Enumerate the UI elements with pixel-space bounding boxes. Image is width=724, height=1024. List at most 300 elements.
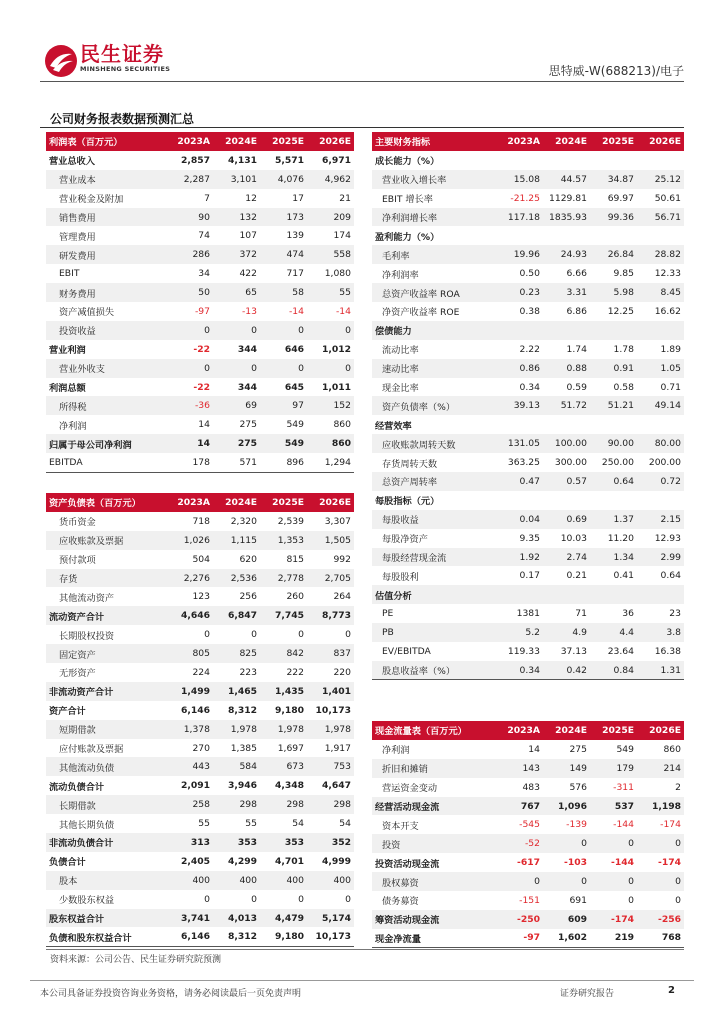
- cell-value: -250: [496, 910, 543, 929]
- cell-value: 8,312: [213, 927, 260, 946]
- table-row: [372, 548, 684, 567]
- cell-value: 1381: [516, 608, 540, 620]
- cell-value: 0.34: [496, 661, 543, 680]
- table-header-row: [46, 132, 354, 151]
- cell-value: [590, 491, 637, 510]
- table-row: [46, 720, 354, 739]
- income-statement-table: [46, 132, 354, 473]
- table-row: [372, 759, 684, 778]
- table-row: [372, 453, 684, 472]
- cell-value: 1,697: [277, 742, 304, 754]
- cell-value: 805: [166, 644, 213, 663]
- cell-value: 0.57: [543, 472, 590, 491]
- table-row: [46, 264, 354, 283]
- row-label: 所得税: [46, 396, 166, 415]
- cell-value: 1,978: [260, 720, 307, 739]
- cell-value: 0: [213, 321, 260, 340]
- row-label: 利润总额: [49, 383, 86, 395]
- cell-value: 250.00: [601, 457, 634, 469]
- table-row: [46, 909, 354, 928]
- cell-value: 0: [637, 834, 684, 853]
- cell-value: 54: [292, 818, 304, 830]
- cell-value: 50: [166, 283, 213, 302]
- row-label: 经营活动现金流: [372, 797, 496, 816]
- footer-report-type: 证券研究报告: [560, 989, 615, 999]
- cell-value: 300.00: [554, 457, 587, 469]
- table-row: [46, 531, 354, 550]
- table-row: [372, 778, 684, 797]
- cell-value: 0.23: [496, 283, 543, 302]
- cell-value: 1.78: [613, 343, 634, 355]
- cell-value: 400: [166, 871, 213, 890]
- cell-value: 0: [260, 321, 307, 340]
- row-label: 总资产周转率: [372, 472, 496, 491]
- cell-value: 443: [166, 757, 213, 776]
- cell-value: 4,962: [307, 170, 354, 189]
- table-row: [372, 302, 684, 321]
- cell-value: 344: [237, 343, 257, 355]
- cell-value: 34: [198, 268, 210, 280]
- cell-value: 200.00: [648, 457, 681, 469]
- cell-value: -617: [517, 857, 540, 869]
- cell-value: 1835.93: [543, 208, 590, 227]
- source-divider: [46, 949, 684, 950]
- cell-value: 173: [260, 208, 307, 227]
- cell-value: 558: [307, 245, 354, 264]
- cell-value: [637, 415, 684, 434]
- cell-value: 4.4: [590, 623, 637, 642]
- cell-value: [496, 415, 543, 434]
- table-row: [46, 321, 354, 340]
- cell-value: 1,353: [260, 531, 307, 550]
- cell-value: [543, 321, 590, 340]
- cell-value: 0.47: [496, 472, 543, 491]
- cell-value: 0: [307, 321, 354, 340]
- table-row: [46, 739, 354, 758]
- year-header: 2025E: [590, 721, 637, 740]
- row-label: 估值分析: [372, 585, 496, 604]
- cell-value: 0: [675, 894, 681, 906]
- cell-value: 3,307: [324, 515, 351, 527]
- table-row: [372, 396, 684, 415]
- table-row: [372, 604, 684, 623]
- cell-value: -14: [288, 305, 304, 317]
- row-label: 每股指标（元）: [375, 496, 440, 508]
- cell-value: 815: [286, 553, 304, 565]
- cell-value: 4,299: [227, 855, 257, 867]
- cell-value: [543, 151, 590, 170]
- cell-value: -174: [658, 857, 681, 869]
- cell-value: 571: [213, 453, 260, 472]
- table-row: [372, 661, 684, 680]
- cell-value: 0: [590, 834, 637, 853]
- row-label: 毛利率: [372, 245, 496, 264]
- table-row: [46, 208, 354, 227]
- cell-value: 119.33: [507, 645, 540, 657]
- cell-value: 0.04: [496, 510, 543, 529]
- cell-value: 174: [333, 230, 351, 242]
- cell-value: 17: [292, 192, 304, 204]
- row-label: 财务费用: [46, 283, 166, 302]
- table-row: [46, 340, 354, 359]
- cell-value: [590, 321, 637, 340]
- cell-value: 860: [307, 434, 354, 453]
- cell-value: 353: [260, 833, 307, 852]
- row-label: 折旧和摊销: [372, 759, 496, 778]
- table-row: [372, 891, 684, 910]
- cell-value: 0.64: [660, 570, 681, 582]
- cell-value: 65: [213, 283, 260, 302]
- cell-value: [637, 321, 684, 340]
- table-title: 主要财务指标: [372, 132, 496, 151]
- footer-divider: [30, 980, 694, 981]
- row-label: 预付款项: [59, 555, 96, 567]
- cell-value: 2,320: [230, 515, 257, 527]
- cell-value: 11.20: [607, 532, 634, 544]
- row-label: 股本: [46, 871, 166, 890]
- table-row: [46, 226, 354, 245]
- row-label: 流动资产合计: [46, 606, 166, 625]
- row-label: 营业成本: [46, 170, 166, 189]
- cell-value: 0: [543, 834, 590, 853]
- row-label: 固定资产: [46, 644, 166, 663]
- cell-value: 100.00: [543, 434, 590, 453]
- year-header: 2026E: [307, 493, 354, 512]
- cell-value: 1,917: [324, 742, 351, 754]
- cell-value: 1,026: [166, 531, 213, 550]
- cell-value: 3,741: [166, 909, 213, 928]
- row-label: 应收账款周转天数: [372, 434, 496, 453]
- table-header-row: [372, 132, 684, 151]
- row-label: 货币资金: [59, 517, 96, 529]
- cell-value: 8.45: [637, 283, 684, 302]
- row-label: 无形资产: [59, 668, 96, 680]
- row-label: 现金净流量: [372, 929, 496, 948]
- row-label: 盈利能力（%）: [375, 231, 440, 243]
- table-row: [372, 566, 684, 585]
- cell-value: 222: [286, 666, 304, 678]
- cell-value: 179: [590, 759, 637, 778]
- cell-value: [543, 226, 590, 245]
- table-row: [46, 927, 354, 946]
- cell-value: 4,647: [321, 780, 351, 792]
- row-label: 营业收入增长率: [372, 170, 496, 189]
- cell-value: 55: [307, 283, 354, 302]
- row-label: 营运资金变动: [382, 783, 438, 795]
- cell-value: 0: [166, 359, 213, 378]
- cell-value: 717: [286, 268, 304, 280]
- table-row: [372, 189, 684, 208]
- cell-value: 768: [637, 929, 684, 948]
- cell-value: 275: [239, 419, 257, 431]
- cell-value: 6,146: [180, 704, 210, 716]
- row-label: 成长能力（%）: [375, 156, 440, 168]
- row-label: 资产减值损失: [59, 307, 115, 319]
- table-row: [46, 283, 354, 302]
- table-row: [372, 491, 684, 510]
- cell-value: 0: [496, 872, 543, 891]
- cell-value: 24.93: [543, 245, 590, 264]
- cell-value: -311: [613, 781, 634, 793]
- table-row: [46, 852, 354, 871]
- row-label: 筹资活动现金流: [372, 910, 496, 929]
- row-label: 其他流动负债: [46, 757, 166, 776]
- cell-value: 2,405: [180, 855, 210, 867]
- cell-value: 71: [575, 608, 587, 620]
- cell-value: 5,174: [307, 909, 354, 928]
- cell-value: -14: [335, 305, 351, 317]
- cell-value: 1.74: [566, 343, 587, 355]
- cell-value: 0.86: [496, 359, 543, 378]
- row-label: 管理费用: [59, 231, 96, 243]
- row-label: 资本开支: [382, 820, 419, 832]
- cell-value: 353: [213, 833, 260, 852]
- table-row: [46, 757, 354, 776]
- cell-value: 400: [213, 871, 260, 890]
- cell-value: 718: [192, 515, 210, 527]
- row-label: 股东权益合计: [46, 909, 166, 928]
- cell-value: 224: [192, 666, 210, 678]
- cell-value: 55: [198, 818, 210, 830]
- cell-value: 12.25: [607, 305, 634, 317]
- cell-value: 0: [213, 359, 260, 378]
- cell-value: 372: [213, 245, 260, 264]
- cell-value: -151: [519, 894, 540, 906]
- row-label: 净利润增长率: [372, 208, 496, 227]
- cell-value: -144: [613, 819, 634, 831]
- row-label: EBITDA: [46, 453, 166, 472]
- cell-value: 1,435: [260, 682, 307, 701]
- cell-value: 4,076: [260, 170, 307, 189]
- row-label: 总资产收益率 ROA: [372, 283, 496, 302]
- cell-value: 0: [628, 894, 634, 906]
- cell-value: 4.9: [543, 623, 590, 642]
- cell-value: 0: [251, 629, 257, 641]
- table-row: [46, 871, 354, 890]
- cell-value: 90: [166, 208, 213, 227]
- table-row: [372, 872, 684, 891]
- row-label: 经营效率: [375, 420, 412, 432]
- cell-value: 0: [298, 893, 304, 905]
- cell-value: 837: [307, 644, 354, 663]
- cell-value: 0: [166, 321, 213, 340]
- cell-value: 1,499: [166, 682, 213, 701]
- table-row: [372, 740, 684, 759]
- table-row: [372, 415, 684, 434]
- cell-value: 0.41: [613, 570, 634, 582]
- cell-value: 9.85: [613, 268, 634, 280]
- cell-value: 2,539: [277, 515, 304, 527]
- table-row: [46, 245, 354, 264]
- cell-value: 54: [339, 818, 351, 830]
- cell-value: -13: [241, 305, 257, 317]
- row-label: 长期股权投资: [59, 630, 115, 642]
- cell-value: 223: [239, 666, 257, 678]
- table-row: [372, 151, 684, 170]
- table-row: [46, 587, 354, 606]
- cell-value: 0: [637, 872, 684, 891]
- cell-value: 0: [345, 629, 351, 641]
- cell-value: 0: [298, 629, 304, 641]
- cell-value: 12.33: [654, 268, 681, 280]
- financial-ratios-table: [372, 132, 684, 680]
- cell-value: 1.89: [660, 343, 681, 355]
- cell-value: 99.36: [590, 208, 637, 227]
- cell-value: 1,378: [166, 720, 213, 739]
- cell-value: 132: [213, 208, 260, 227]
- cell-value: 1,294: [307, 453, 354, 472]
- cell-value: 549: [286, 419, 304, 431]
- cell-value: -97: [496, 929, 543, 948]
- row-label: 速动比率: [372, 359, 496, 378]
- row-label: 短期借款: [46, 720, 166, 739]
- cell-value: 14: [166, 434, 213, 453]
- cell-value: [543, 415, 590, 434]
- cell-value: 0: [251, 893, 257, 905]
- cell-value: 673: [260, 757, 307, 776]
- cell-value: 51.72: [543, 396, 590, 415]
- stock-title: 思特威-W(688213)/电子: [548, 64, 684, 78]
- cell-value: 51.21: [590, 396, 637, 415]
- cell-value: 5.2: [496, 623, 543, 642]
- cell-value: 0.71: [660, 381, 681, 393]
- row-label: 其他长期负债: [59, 819, 115, 831]
- table-row: [372, 853, 684, 872]
- cell-value: 131.05: [496, 434, 543, 453]
- cell-value: 1,602: [543, 929, 590, 948]
- cell-value: 220: [333, 666, 351, 678]
- cell-value: 270: [192, 742, 210, 754]
- table-row: [372, 910, 684, 929]
- cell-value: 214: [637, 759, 684, 778]
- cell-value: 2.74: [543, 548, 590, 567]
- cell-value: 352: [307, 833, 354, 852]
- row-label: 每股股利: [382, 571, 419, 583]
- cell-value: 0.38: [519, 305, 540, 317]
- cell-value: 4,999: [321, 855, 351, 867]
- cell-value: 0.88: [543, 359, 590, 378]
- cell-value: 69: [213, 396, 260, 415]
- cell-value: 0.42: [543, 661, 590, 680]
- row-label: 少数股东权益: [59, 895, 115, 907]
- table-row: [372, 359, 684, 378]
- table-row: [46, 378, 354, 397]
- table-row: [46, 644, 354, 663]
- cell-value: 74: [198, 230, 210, 242]
- cell-value: 2.22: [519, 343, 540, 355]
- cell-value: 537: [590, 797, 637, 816]
- cell-value: 260: [286, 591, 304, 603]
- year-header: 2026E: [637, 721, 684, 740]
- table-row: [372, 245, 684, 264]
- table-row: [46, 359, 354, 378]
- cell-value: 12.93: [654, 532, 681, 544]
- row-label: 归属于母公司净利润: [46, 434, 166, 453]
- row-label: 投资活动现金流: [375, 858, 440, 870]
- cell-value: 10.03: [560, 532, 587, 544]
- cell-value: 5,571: [274, 154, 304, 166]
- cell-value: -174: [590, 910, 637, 929]
- cell-value: 298: [213, 795, 260, 814]
- row-label: 应付账款及票据: [59, 744, 124, 756]
- cell-value: 3,101: [213, 170, 260, 189]
- row-label: 每股收益: [372, 510, 496, 529]
- cell-value: 2: [675, 781, 681, 793]
- cell-value: 1.31: [637, 661, 684, 680]
- cell-value: -22: [193, 381, 210, 393]
- row-label: 营业外收支: [46, 359, 166, 378]
- cell-value: 2,091: [180, 780, 210, 792]
- row-label: 债务募资: [382, 896, 419, 908]
- table-title: 资产负债表（百万元）: [46, 493, 166, 512]
- cell-value: 1,505: [307, 531, 354, 550]
- cell-value: 620: [239, 553, 257, 565]
- cell-value: 584: [213, 757, 260, 776]
- table-row: [46, 625, 354, 644]
- table-row: [46, 170, 354, 189]
- row-label: 净利润: [382, 745, 410, 757]
- cell-value: 152: [307, 396, 354, 415]
- cell-value: [637, 585, 684, 604]
- year-header: 2023A: [496, 132, 543, 151]
- cell-value: [590, 585, 637, 604]
- cell-value: 4,013: [213, 909, 260, 928]
- cell-value: 90.00: [590, 434, 637, 453]
- cell-value: 4,131: [227, 154, 257, 166]
- year-header: 2023A: [166, 132, 213, 151]
- cell-value: 896: [260, 453, 307, 472]
- cell-value: 264: [333, 591, 351, 603]
- cell-value: 97: [260, 396, 307, 415]
- table-row: [372, 834, 684, 853]
- cell-value: 8,773: [307, 606, 354, 625]
- table-row: [372, 585, 684, 604]
- cell-value: 4,701: [274, 855, 304, 867]
- table-row: [46, 569, 354, 588]
- title-divider: [40, 127, 684, 128]
- cell-value: 691: [569, 894, 587, 906]
- row-label: 负债和股东权益合计: [46, 927, 166, 946]
- cell-value: 55: [245, 818, 257, 830]
- table-row: [372, 623, 684, 642]
- cell-value: 992: [333, 553, 351, 565]
- cell-value: 1,978: [307, 720, 354, 739]
- cell-value: 25.12: [637, 170, 684, 189]
- cell-value: 6.66: [566, 268, 587, 280]
- cell-value: 15.08: [496, 170, 543, 189]
- cell-value: [590, 226, 637, 245]
- year-header: 2023A: [496, 721, 543, 740]
- cell-value: -22: [193, 343, 210, 355]
- cell-value: 0: [204, 893, 210, 905]
- cell-value: 3.31: [543, 283, 590, 302]
- cell-value: 0: [590, 872, 637, 891]
- cell-value: 6,847: [213, 606, 260, 625]
- cell-value: 2,536: [213, 569, 260, 588]
- cell-value: -36: [166, 396, 213, 415]
- cell-value: 549: [616, 743, 634, 755]
- cell-value: [637, 151, 684, 170]
- row-label: PB: [372, 623, 496, 642]
- cell-value: 504: [192, 553, 210, 565]
- cell-value: [637, 226, 684, 245]
- row-label: EBIT 增长率: [382, 194, 433, 206]
- cell-value: 0: [260, 359, 307, 378]
- cell-value: 0.21: [566, 570, 587, 582]
- cell-value: 298: [307, 795, 354, 814]
- cell-value: 1,465: [213, 682, 260, 701]
- cell-value: 286: [166, 245, 213, 264]
